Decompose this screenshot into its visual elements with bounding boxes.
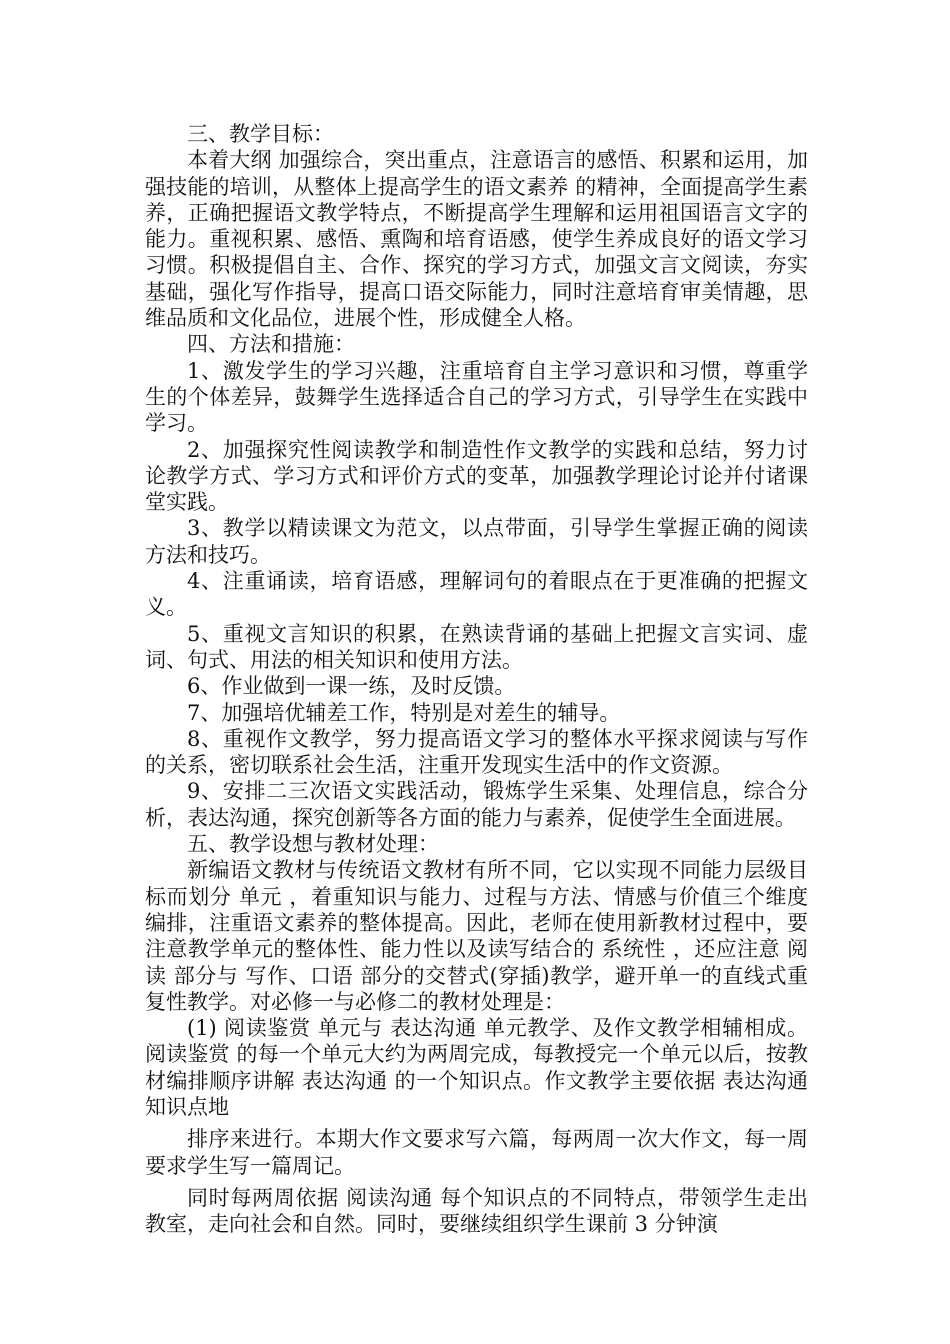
section-heading-methods: 四、方法和措施：	[187, 332, 355, 357]
section-heading-objectives: 三、教学目标：	[187, 122, 334, 146]
paragraph: 新编语文教材与传统语文教材有所不同，它以实现不同能力层级目标而划分 单元 ，着重知识与能力、过程与方法、情感与价值三个维度编排，注重语文素养的整体提高。因此，老师在使用新教材过程中，要注意教学单元的整体性、能力性以及读写结合的 系统性 ，还应注意 阅读 部分与 写作、口语 部分的交替式(穿插)教学，避开单一的直线式重复性教学。对必修一与必修二的教材处理是：	[145, 858, 808, 1014]
paragraph: 排序来进行。本期大作文要求写六篇，每两周一次大作文，每一周要求学生写一篇周记。	[145, 1127, 808, 1178]
list-item: 1、激发学生的学习兴趣，注重培育自主学习意识和习惯，尊重学生的个体差异，鼓舞学生选择适合自己的学习方式，引导学生在实践中学习。	[145, 358, 808, 436]
paragraph: (1) 阅读鉴赏 单元与 表达沟通 单元教学、及作文教学相辅相成。 阅读鉴赏 的每一个单元大约为两周完成，每教授完一个单元以后，按教材编排顺序讲解 表达沟通 的一个知识点。作文教学主要依据 表达沟通 知识点地	[145, 1016, 808, 1119]
list-item: 9、安排二三次语文实践活动，锻炼学生采集、处理信息，综合分析，表达沟通，探究创新等各方面的能力与素养，促使学生全面进展。	[145, 779, 808, 830]
paragraph: 本着大纲 加强综合，突出重点，注意语言的感悟、积累和运用，加强技能的培训，从整体上提高学生的语文素养 的精神，全面提高学生素养，正确把握语文教学特点，不断提高学生理解和运用祖国语言文字的能力。重视积累、感悟、熏陶和培育语感，使学生养成良好的语文学习习惯。积极提倡自主、合作、探究的学习方式，加强文言文阅读，夯实基础，强化写作指导，提高口语交际能力，同时注意培育审美情趣，思维品质和文化品位，进展个性，形成健全人格。	[145, 148, 808, 331]
list-item: 8、重视作文教学，努力提高语文学习的整体水平探求阅读与写作的关系，密切联系社会生活，注重开发现实生活中的作文资源。	[145, 726, 808, 778]
list-item: 7、加强培优辅差工作，特别是对差生的辅导。	[187, 700, 621, 725]
list-item: 5、重视文言知识的积累，在熟读背诵的基础上把握文言实词、虚词、句式、用法的相关知识和使用方法。	[145, 621, 808, 672]
list-item: 2、加强探究性阅读教学和制造性作文教学的实践和总结，努力讨论教学方式、学习方式和评价方式的变革，加强教学理论讨论并付诸课堂实践。	[145, 437, 808, 515]
section-heading-textbook: 五、教学设想与教材处理：	[187, 832, 439, 857]
list-item: 3、教学以精读课文为范文，以点带面，引导学生掌握正确的阅读方法和技巧。	[145, 516, 808, 567]
list-item: 4、注重诵读，培育语感，理解词句的着眼点在于更准确的把握文义。	[145, 569, 808, 620]
list-item: 6、作业做到一课一练，及时反馈。	[187, 674, 516, 699]
document-body	[145, 121, 808, 1237]
paragraph: 同时每两周依据 阅读沟通 每个知识点的不同特点，带领学生走出教室，走向社会和自然。同时，要继续组织学生课前 3 分钟演	[145, 1185, 808, 1237]
